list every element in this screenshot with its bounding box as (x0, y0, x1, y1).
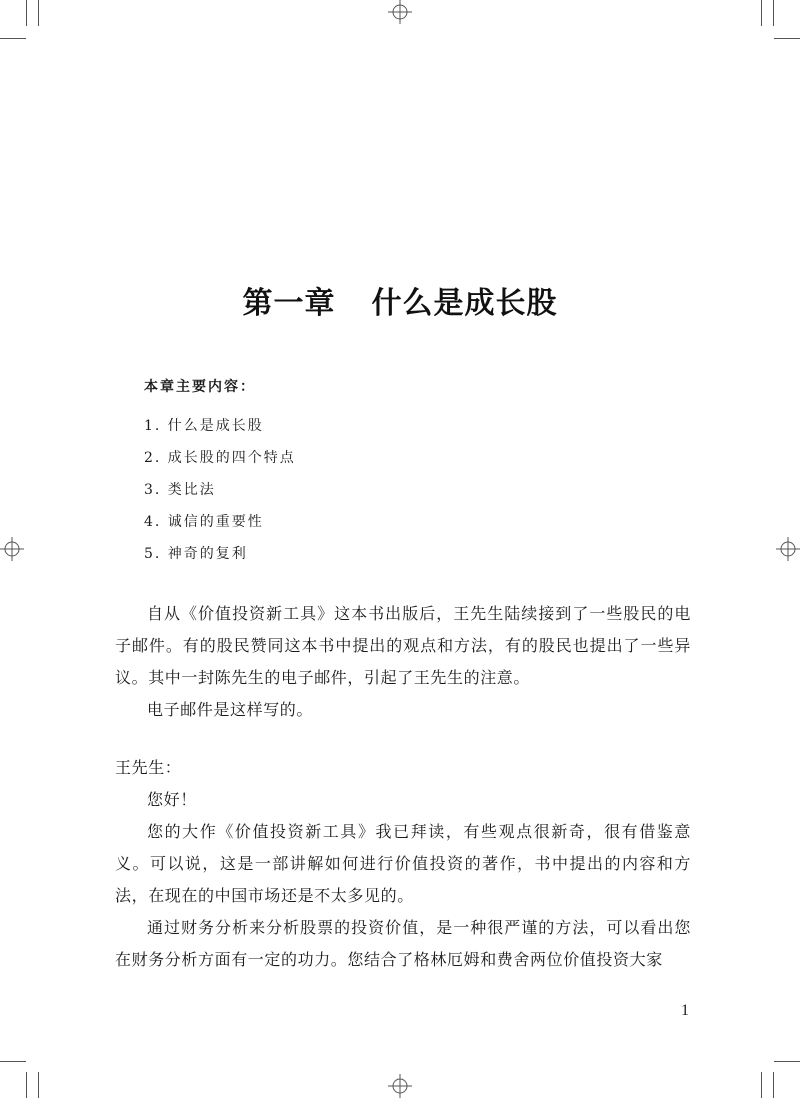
crop-mark (774, 1061, 800, 1062)
crop-mark (0, 1061, 26, 1062)
summary-item: 1. 什么是成长股 (144, 418, 264, 434)
crop-mark (38, 0, 39, 26)
crop-mark (774, 38, 800, 39)
summary-item: 3. 类比法 (144, 482, 216, 498)
chapter-number: 第一章 (242, 286, 336, 321)
registration-mark-icon (0, 537, 24, 561)
paragraph: 自从《价值投资新工具》这本书出版后，王先生陆续接到了一些股民的电子邮件。有的股民赞同这本书中提出的观点和方法，有的股民也提出了一些异议。其中一封陈先生的电子邮件，引起了王先生的注意。 (115, 604, 691, 687)
paragraph: 您的大作《价值投资新工具》我已拜读，有些观点很新奇，很有借鉴意义。可以说，这是一部讲解如何进行价值投资的著作，书中提出的内容和方法，在现在的中国市场还是不太多见的。 (115, 822, 691, 905)
body-text (115, 598, 691, 976)
crop-mark (761, 0, 762, 26)
crop-mark (761, 1072, 762, 1098)
crop-mark (773, 0, 774, 26)
paragraph: 通过财务分析来分析股票的投资价值，是一种很严谨的方法，可以看出您在财务分析方面有一定的功力。您结合了格林厄姆和费舍两位价值投资大家 (115, 918, 691, 969)
crop-mark (26, 0, 27, 26)
chapter-title-text: 什么是成长股 (371, 286, 558, 321)
page-number: 1 (681, 1002, 689, 1019)
summary-heading: 本章主要内容： (144, 379, 256, 395)
crop-mark (26, 1072, 27, 1098)
registration-mark-icon (388, 1074, 412, 1098)
letter-greeting: 您好！ (147, 790, 197, 809)
chapter-title (0, 278, 800, 322)
letter-salutation: 王先生： (115, 758, 182, 777)
crop-mark (773, 1072, 774, 1098)
summary-item: 5. 神奇的复利 (144, 546, 248, 562)
registration-mark-icon (388, 0, 412, 24)
paragraph: 电子邮件是这样写的。 (147, 700, 314, 719)
chapter-summary (144, 376, 296, 576)
crop-mark (38, 1072, 39, 1098)
summary-item: 4. 诚信的重要性 (144, 514, 264, 530)
crop-mark (0, 38, 26, 39)
summary-item: 2. 成长股的四个特点 (144, 450, 296, 466)
registration-mark-icon (776, 537, 800, 561)
